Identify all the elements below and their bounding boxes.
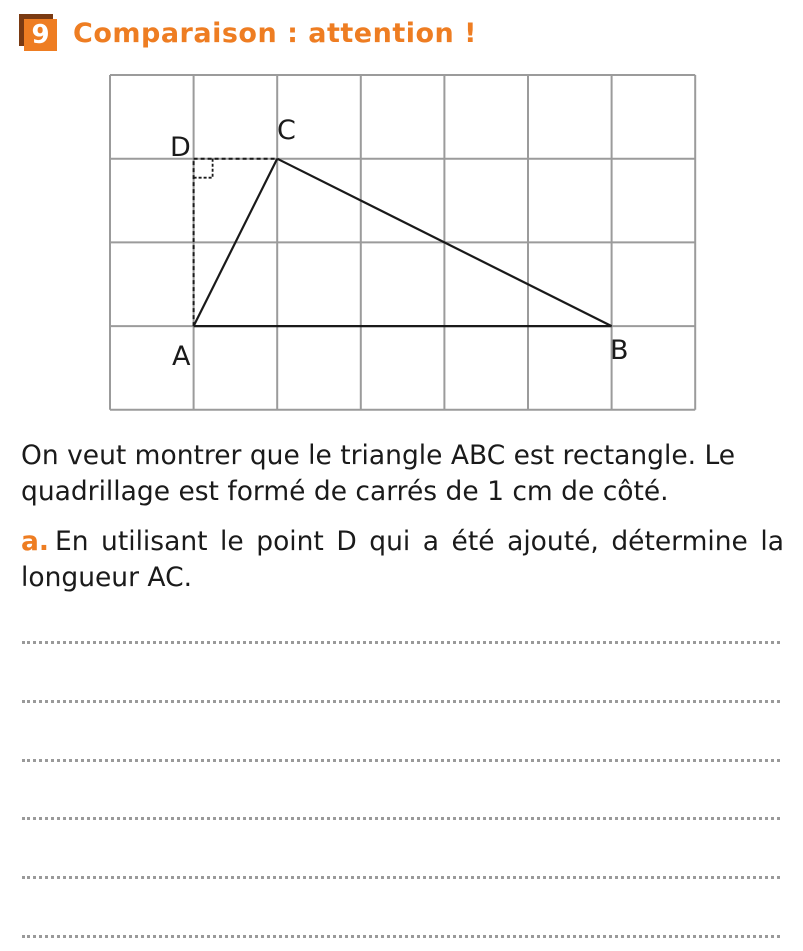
exercise-number: 9 xyxy=(24,19,57,51)
answer-line[interactable] xyxy=(22,876,780,879)
question-a xyxy=(21,524,784,596)
geometry-figure xyxy=(0,0,803,430)
grid xyxy=(110,75,695,410)
problem-statement: On veut montrer que le triangle ABC est rectangle. Le quadrillage est formé de carrés de 1 cm de côté. xyxy=(21,440,736,507)
question-letter: a. xyxy=(21,526,49,557)
point-label-d: D xyxy=(170,132,191,163)
answer-line[interactable] xyxy=(22,935,780,938)
point-label-c: C xyxy=(277,115,296,146)
question-text: En utilisant le point D qui a été ajouté, détermine la longueur AC. xyxy=(21,526,784,593)
point-label-a: A xyxy=(172,341,191,372)
point-label-b: B xyxy=(610,335,629,366)
right-angle-marker xyxy=(194,159,213,178)
answer-line[interactable] xyxy=(22,700,780,703)
exercise-title: Comparaison : attention ! xyxy=(73,17,477,49)
answer-line[interactable] xyxy=(22,641,780,644)
point-labels xyxy=(170,115,629,372)
answer-line[interactable] xyxy=(22,759,780,762)
answer-line[interactable] xyxy=(22,817,780,820)
